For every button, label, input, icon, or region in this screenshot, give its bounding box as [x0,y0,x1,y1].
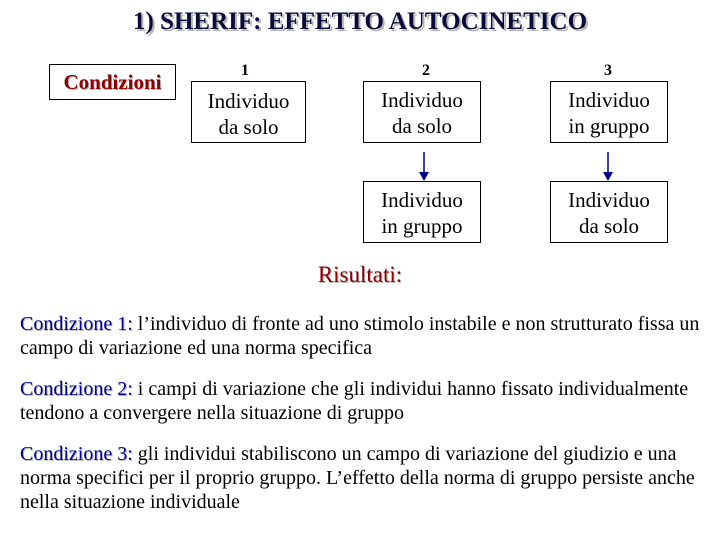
condition-2-label: Condizione 2: [20,378,133,400]
column-1-box-line-2: da solo [218,115,279,139]
condition-3-text: gli individui stabiliscono un campo di variazione del giudizio e una norma specifici per il proprio gruppo. L’effetto della norma di gruppo persiste anche nella situazione individuale [20,443,695,513]
column-2-box-2-line-1: Individuo [381,188,463,212]
results-heading: Risultati: [317,262,403,287]
condition-3-paragraph [20,442,710,514]
column-3-box-1-line-2: in gruppo [568,114,650,138]
condition-3-label: Condizione 3: [20,443,133,465]
column-2-box-1-line-1: Individuo [381,88,463,112]
column-2-box-2-line-2: in gruppo [381,214,463,238]
condition-1-paragraph [20,312,710,360]
column-3-box-2-line-2: da solo [578,214,640,238]
condition-1-text: l’individuo di fronte ad uno stimolo instabile e non strutturato fissa un campo di variazione ed una norma specifica [20,313,700,359]
column-3-number: 3 [604,62,612,79]
column-1-number: 1 [241,62,249,79]
condition-2-text: i campi di variazione che gli individui hanno fissato individualmente tendono a convergere nella situazione di gruppo [20,378,689,424]
column-3-box-2-line-1: Individuo [568,188,650,212]
column-1-box-line-1: Individuo [207,89,290,113]
column-3-box-1-line-1: Individuo [568,88,650,112]
conditions-label: Condizioni [49,64,176,100]
column-2-box-1-line-2: da solo [391,114,453,138]
page-title: 1) SHERIF: EFFETTO AUTOCINETICO [132,8,588,35]
condition-1-label: Condizione 1: [20,313,133,335]
arrow-down-icon-column-2 [419,152,429,181]
condition-2-paragraph [20,377,710,425]
arrow-down-icon-column-3 [603,152,613,181]
column-2-number: 2 [422,62,430,79]
